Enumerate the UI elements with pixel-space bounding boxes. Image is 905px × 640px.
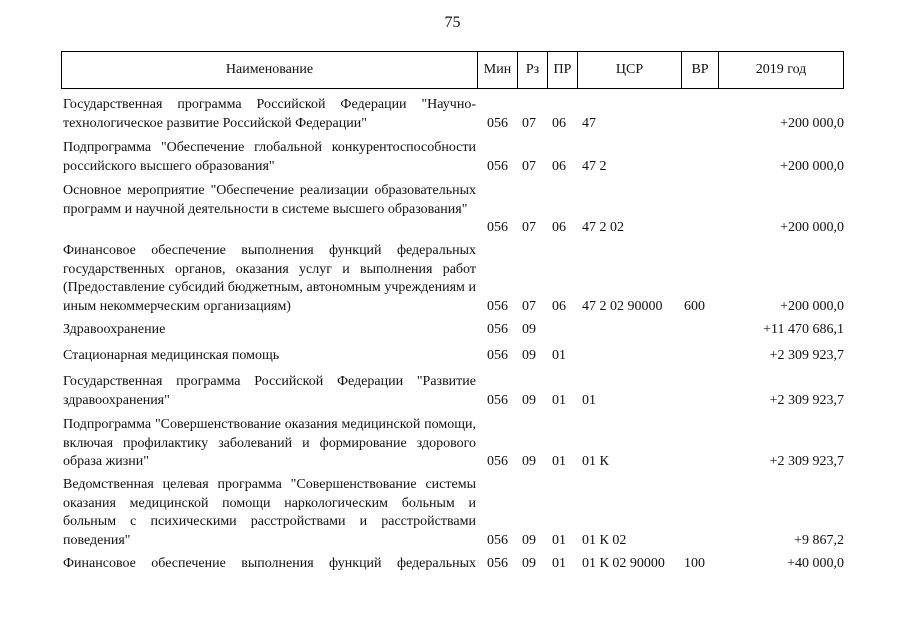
row-min: 056 — [487, 298, 508, 314]
header-pr: ПР — [547, 52, 577, 88]
row-vr: 600 — [684, 298, 705, 314]
row-rz: 07 — [522, 298, 536, 314]
row-amount: +2 309 923,7 — [769, 392, 844, 408]
row-csr: 01 К — [582, 454, 609, 469]
row-rz: 09 — [522, 392, 536, 408]
row-name: Подпрограмма "Совершенствование оказания медицинской помощи, включая профилактику заболеваний и формирование здорового образа жизни" — [63, 417, 476, 469]
row-pr: 01 — [552, 454, 566, 469]
row-name: Здравоохранение — [63, 322, 166, 337]
row-amount: +11 470 686,1 — [763, 322, 844, 337]
header-year: 2019 год — [718, 52, 843, 88]
row-rz: 09 — [522, 348, 536, 363]
row-amount: +9 867,2 — [794, 532, 844, 548]
row-csr: 47 2 — [582, 158, 607, 174]
row-min: 056 — [487, 454, 508, 469]
header-name: Наименование — [225, 62, 314, 77]
row-name: Финансовое обеспечение выполнения функций федеральных — [63, 556, 476, 571]
row-csr: 47 2 02 90000 — [582, 298, 663, 314]
row-name: Финансовое обеспечение выполнения функций федеральных государственных органов, оказания услуг и выполнения работ (Предоставление субсидий бюджетным, автономным учреждениям и иным некоммерческим организациям) — [63, 243, 476, 314]
row-pr: 01 — [552, 556, 566, 571]
row-csr: 01 К 02 — [582, 532, 627, 548]
row-rz: 09 — [522, 556, 536, 571]
row-amount: +200 000,0 — [780, 220, 844, 235]
row-rz: 09 — [522, 532, 536, 548]
row-name: Стационарная медицинская помощь — [63, 348, 280, 363]
row-rz: 07 — [522, 115, 536, 131]
row-rz: 07 — [522, 220, 536, 235]
row-pr: 06 — [552, 158, 566, 174]
row-min: 056 — [487, 392, 508, 408]
row-min: 056 — [487, 158, 508, 174]
row-pr: 01 — [552, 532, 566, 548]
row-amount: +200 000,0 — [780, 115, 844, 131]
row-amount: +40 000,0 — [787, 556, 844, 571]
row-pr: 01 — [552, 392, 566, 408]
row-name: Подпрограмма "Обеспечение глобальной конкурентоспособности российского высшего образования" — [63, 140, 476, 174]
row-csr: 47 2 02 — [582, 220, 624, 235]
table-header — [61, 51, 844, 89]
row-amount: +200 000,0 — [780, 158, 844, 174]
row-min: 056 — [487, 556, 508, 571]
row-amount: +2 309 923,7 — [769, 348, 844, 363]
row-csr: 47 — [582, 115, 596, 131]
header-csr: ЦСР — [577, 52, 681, 88]
row-pr: 06 — [552, 220, 566, 235]
page-number: 75 — [444, 14, 461, 31]
row-rz: 07 — [522, 158, 536, 174]
header-vr: ВР — [681, 52, 718, 88]
row-csr: 01 — [582, 392, 596, 408]
row-name: Государственная программа Российской Федерации "Развитие здравоохранения" — [63, 374, 476, 408]
header-rz: Рз — [517, 52, 547, 88]
row-name: Государственная программа Российской Федерации "Научно-технологическое развитие Российской Федерации" — [63, 97, 476, 131]
row-rz: 09 — [522, 322, 536, 337]
row-rz: 09 — [522, 454, 536, 469]
row-csr: 01 К 02 90000 — [582, 556, 665, 571]
row-amount: +200 000,0 — [780, 298, 844, 314]
row-min: 056 — [487, 532, 508, 548]
row-pr: 01 — [552, 348, 566, 363]
row-name: Ведомственная целевая программа "Совершенствование системы оказания медицинской помощи наркологическим больным и больным с психическими расстройствами и расстройствами поведения" — [63, 477, 476, 548]
row-pr: 06 — [552, 298, 566, 314]
row-min: 056 — [487, 348, 508, 363]
row-amount: +2 309 923,7 — [769, 454, 844, 469]
row-name: Основное мероприятие "Обеспечение реализации образовательных программ и научной деятельности в системе высшего образования" — [63, 183, 476, 217]
header-min: Мин — [477, 52, 517, 88]
row-pr: 06 — [552, 115, 566, 131]
row-min: 056 — [487, 220, 508, 235]
row-min: 056 — [487, 322, 508, 337]
row-min: 056 — [487, 115, 508, 131]
row-vr: 100 — [684, 556, 705, 571]
